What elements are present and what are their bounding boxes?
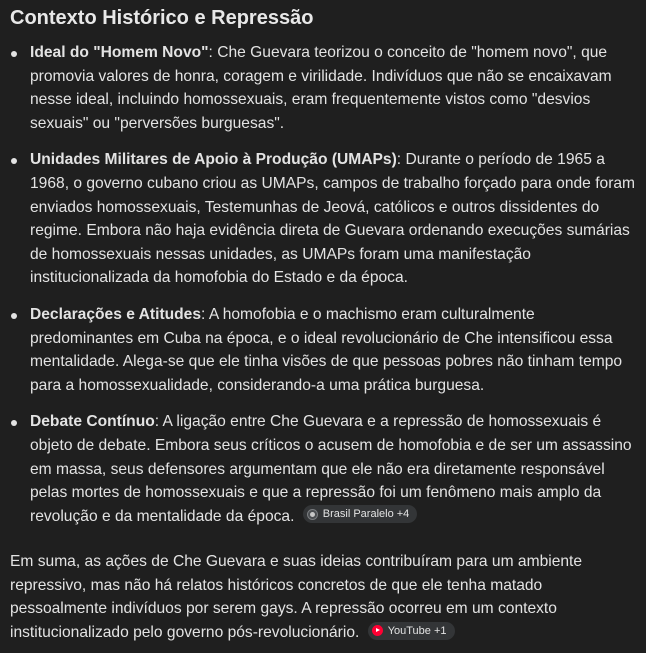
list-item-declaracoes [10, 303, 638, 397]
brasil-paralelo-icon [307, 509, 318, 520]
list-item-debate [10, 410, 638, 528]
item-text: : Che Guevara teorizou o conceito de "homem novo", que promovia valores de honra, coragem e virilidade. Indivíduos que não se encaixavam nesse ideal, incluindo homossexuais, eram frequentemente vistos como "desvios sexuais" ou "perversões burguesas". [30, 44, 612, 132]
source-chip-label: Brasil Paralelo +4 [322, 508, 410, 521]
bullet-icon [11, 51, 17, 57]
bullet-icon [11, 313, 17, 319]
source-chip-brasil-paralelo[interactable] [303, 505, 418, 523]
item-term: Declarações e Atitudes [30, 305, 202, 323]
source-chip-label: YouTube +1 [387, 624, 447, 637]
source-chip-youtube[interactable] [368, 622, 455, 640]
summary-text: Em suma, as ações de Che Guevara e suas ideias contribuíram para um ambiente repressivo, mas não há relatos históricos concretos de que ele tenha matado pessoalmente indivíduos por serem gays. A repressão ocorreu em um contexto institucionalizado pelo governo pós-revolucionário. [10, 553, 583, 642]
item-text: : A ligação entre Che Guevara e a repressão de homossexuais é objeto de debate. Embora seus críticos o acusem de homofobia e de ser um assassino em massa, seus defensores argumentam que ele não era diretamente responsável pelas mortes de homossexuais e que a repressão foi um fenômeno mais amplo da revolução e da mentalidade da época. [30, 413, 632, 525]
item-term: Debate Contínuo [30, 413, 155, 431]
item-text: : Durante o período de 1965 a 1968, o governo cubano criou as UMAPs, campos de trabalho forçado para onde foram enviados homossexuais, Testemunhas de Jeová, católicos e outros dissidentes do regime. Embora não haja evidência direta de Guevara ordenando execuções sumárias de homossexuais nessas unidades, as UMAPs foram uma manifestação institucionalizada da homofobia do Estado e da época. [30, 151, 636, 287]
item-term: Ideal do "Homem Novo" [30, 44, 209, 61]
bullet-icon [11, 158, 17, 164]
item-term: Unidades Militares de Apoio à Produção (UMAPs) [30, 151, 397, 169]
list-item-homem-novo [10, 41, 638, 135]
item-text: : A homofobia e o machismo eram culturalmente predominantes em Cuba na época, e o ideal revolucionário de Che intensificou essa mentalidade. Alega-se que ele tinha visões de que pessoas pobres não tinham tempo para a homossexualidade, considerando-a uma prática burguesa. [30, 305, 623, 394]
section-heading: Contexto Histórico e Repressão [10, 7, 314, 29]
bullet-list [10, 41, 646, 528]
bullet-icon [11, 420, 17, 426]
list-item-umaps [10, 148, 638, 290]
summary-paragraph [10, 550, 636, 644]
youtube-icon [372, 625, 383, 636]
